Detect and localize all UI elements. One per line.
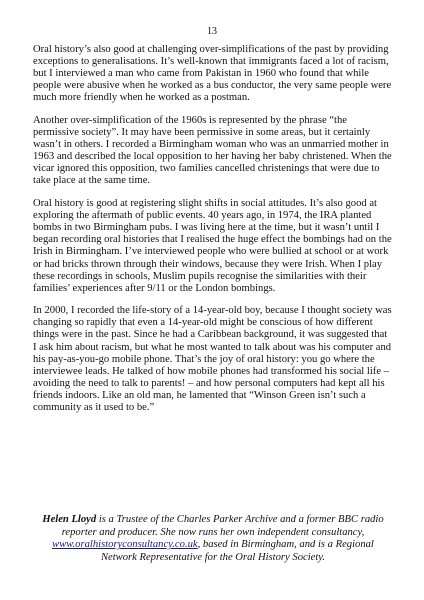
paragraph-social-attitudes: Oral history is good at registering slight shifts in social attitudes. It’s also good at exploring the aftermath of public events. 40 years ago, in 1974, the IRA planted bombs in two Birmingham pubs. I was living here at the time, but it wasn’t until I began recording oral histories that I realised the huge effect the bombings had on the Irish in Birmingham. I’ve interviewed people who were bullied at school or at work or had bricks thrown through their windows, because they were Irish. When I play these recordings in schools, Muslim pupils recognise the similarities with their families’ experiences after 9/11 or the London bombings. <box>33 198 392 294</box>
author-bio-text-1: is a Trustee of the Charles Parker Archive and a former BBC radio reporter and producer. She now runs her own independent consultancy, <box>61 514 384 538</box>
author-bio-text-2: , based in Birmingham, and is a Regional Network Representative for the Oral History Society. <box>100 539 374 563</box>
article-body <box>33 44 393 425</box>
paragraph-oversimplifications: Oral history’s also good at challenging over-simplifications of the past by providing exceptions to generalisations. It’s well-known that immigrants faced a lot of racism, but I interviewed a man who came from Pakistan in 1960 who found that while people were abusive when he worked as a bus conductor, the very same people were much more friendly when he worked as a postman. <box>33 44 392 104</box>
page-number: 13 <box>207 26 217 37</box>
author-bio <box>33 514 393 564</box>
consultancy-link[interactable]: www.oralhistoryconsultancy.co.uk <box>52 539 198 551</box>
paragraph-life-story: In 2000, I recorded the life-story of a 14-year-old boy, because I thought society was changing so rapidly that even a 14-year-old might be conscious of how different things were in the past. Since he had a Caribbean background, it was suggested that I ask him about racism, but what he most wanted to talk about was his computer and his pay-as-you-go mobile phone. That’s the joy of oral history: you go where the interviewee leads. He talked of how mobile phones had transformed his social life – avoiding the need to talk to parents! – and how personal computers had kept all his friends indoors. Like an old man, he lamented that “Winson Green isn’t such a community as it used to be.” <box>33 305 392 414</box>
paragraph-permissive-society: Another over-simplification of the 1960s is represented by the phrase “the permissive society”. It may have been permissive in some areas, but it certainly wasn’t in others. I recorded a Birmingham woman who was an unmarried mother in 1963 and described the local opposition to her having her baby christened. When the vicar ignored this opposition, two families cancelled christenings that were due to take place at the same time. <box>33 114 392 187</box>
author-name: Helen Lloyd <box>42 514 97 525</box>
